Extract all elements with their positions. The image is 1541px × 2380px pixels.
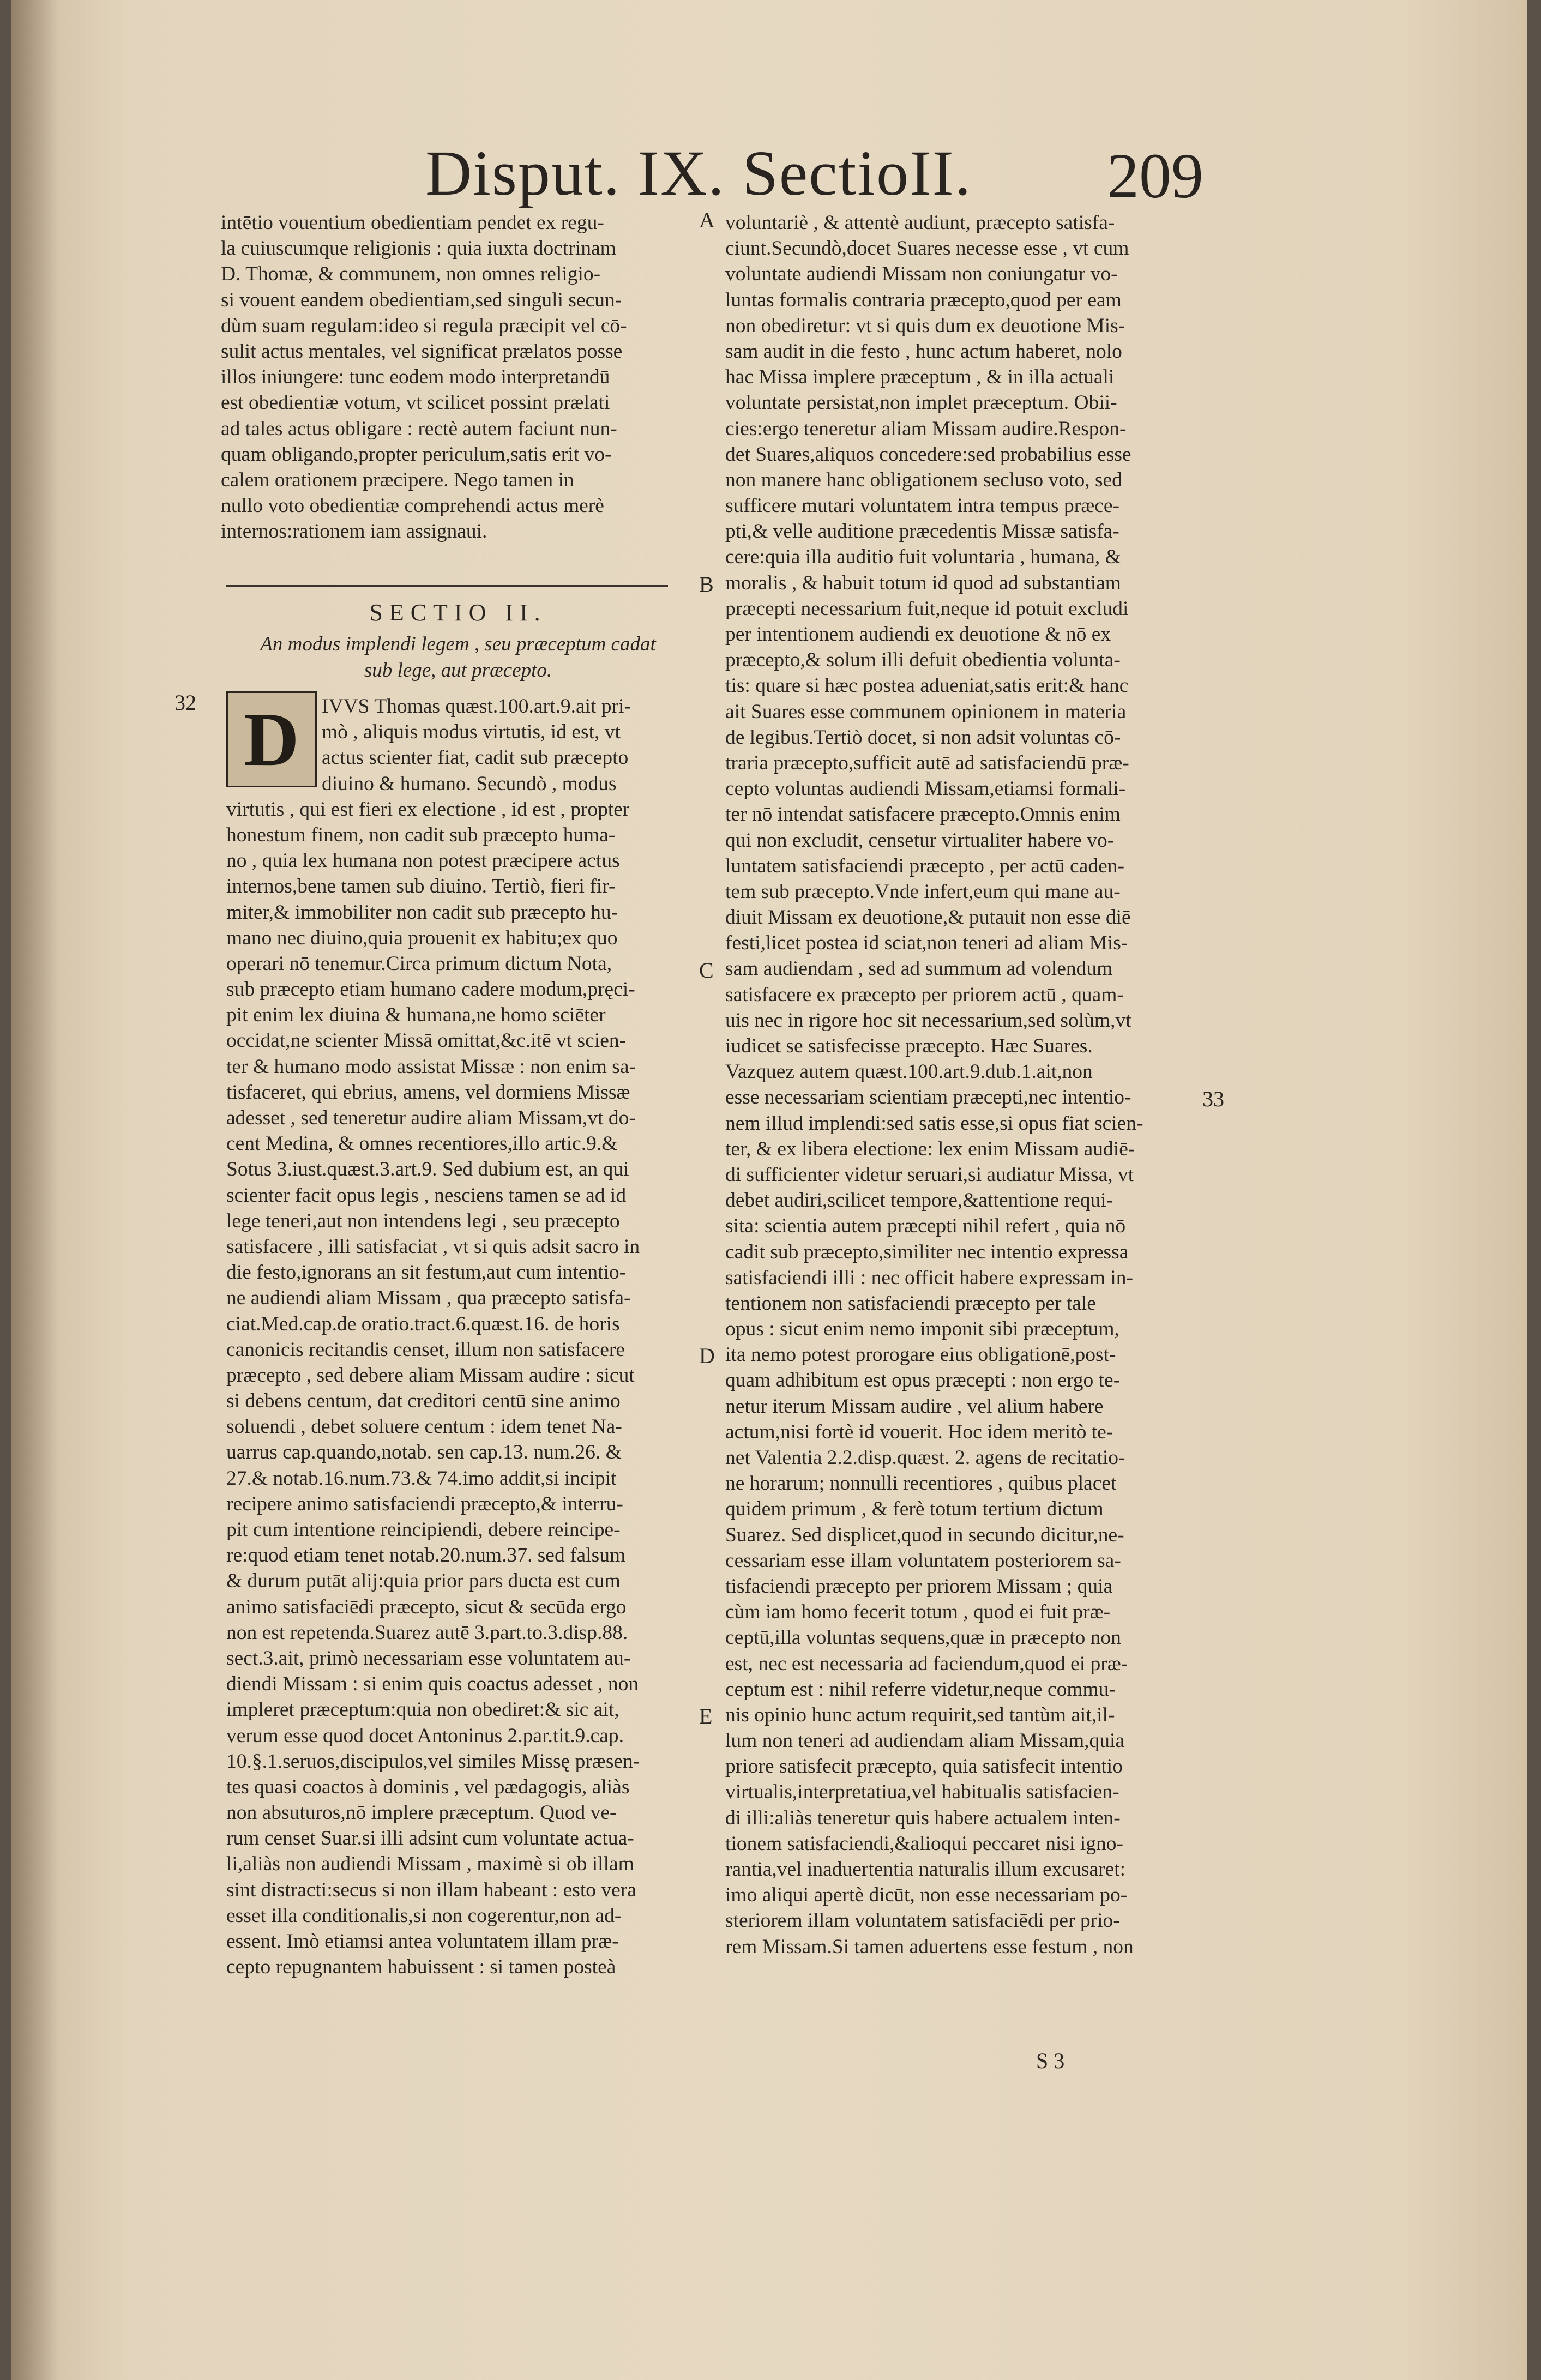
text-line: ne horarum; nonnulli recentiores , quibus placet (725, 1472, 1117, 1495)
text-line: det Suares,aliquos concedere:sed probabilius esse (725, 443, 1131, 466)
text-line: canonicis recitandis censet, illum non satisfacere (226, 1338, 625, 1361)
text-line: la cuiuscumque religionis : quia iuxta doctrinam (221, 237, 616, 260)
text-line: honestum finem, non cadit sub præcepto huma- (226, 823, 616, 846)
text-line: essent. Imò etiamsi antea voluntatem illam præ- (226, 1930, 619, 1953)
text-line: pit enim lex diuina & humana,ne homo sciēter (226, 1004, 606, 1027)
text-line: non manere hanc obligationem secluso voto, sed (725, 468, 1122, 491)
text-line: debet audiri,scilicet tempore,&attentione requi- (725, 1189, 1113, 1212)
right-column (725, 210, 1205, 1960)
text-line: di illi:aliàs teneretur quis habere actualem inten- (725, 1806, 1121, 1829)
text-line: animo satisfaciēdi præcepto, sicut & secūda ergo (226, 1595, 627, 1618)
text-line: & durum putāt alij:quia prior pars ducta est cum (226, 1570, 621, 1593)
text-line: di sufficienter videtur seruari,si audiatur Missa, vt (725, 1163, 1134, 1186)
section-subtitle (240, 631, 676, 684)
text-line: per intentionem audiendi ex deuotione & nō ex (725, 623, 1111, 646)
text-line: uarrus cap.quando,notab. sen cap.13. num.26. & (226, 1441, 622, 1464)
text-line: nem illud implendi:sed satis esse,si opus fiat scien- (725, 1112, 1143, 1135)
text-line: rum censet Suar.si illi adsint cum voluntate actua- (226, 1827, 634, 1850)
text-line: steriorem illam voluntatem satisfaciēdi per prio- (725, 1909, 1120, 1932)
text-line: D. Thomæ, & communem, non omnes religio- (221, 263, 601, 286)
text-line: diuino & humano. Secundò , modus (322, 772, 617, 795)
text-line: IVVS Thomas quæst.100.art.9.ait pri- (322, 695, 631, 718)
text-line: ne audiendi aliam Missam , qua præcepto satisfa- (226, 1287, 631, 1310)
text-line: priore satisfecit præcepto, quia satisfecit intentio (725, 1755, 1123, 1778)
margin-letter-c: C (699, 958, 714, 983)
text-line: sulit actus mentales, vel significat prælatos posse (221, 340, 623, 363)
text-line: illos iniungere: tunc eodem modo interpretandū (221, 366, 610, 389)
margin-number-33: 33 (1202, 1087, 1224, 1111)
section-subtitle-line-2: sub lege, aut præcepto. (364, 659, 552, 682)
text-line: esset illa conditionalis,si non cogerentur,non ad- (226, 1904, 622, 1927)
text-line: ceptum est : nihil referre videtur,neque commu- (725, 1678, 1116, 1701)
text-line: ita nemo potest prorogare eius obligationē,post- (725, 1343, 1116, 1366)
text-line: tisfaceret, qui ebrius, amens, vel dormiens Missæ (226, 1081, 630, 1104)
text-line: li,aliàs non audiendi Missam , maximè si ob illam (226, 1853, 634, 1876)
text-line: diuit Missam ex deuotione,& putauit non esse diē (725, 906, 1131, 929)
text-line: sect.3.ait, primò necessariam esse voluntatem au- (226, 1647, 631, 1670)
text-line: satisfaciendi illi : nec officit habere expressam in- (725, 1266, 1133, 1289)
text-line: pit cum intentione reincipiendi, debere reincipe- (226, 1519, 621, 1541)
text-line: virtutis , qui est fieri ex electione , id est , propter (226, 798, 630, 821)
text-line: ciat.Med.cap.de oratio.tract.6.quæst.16. de horis (226, 1312, 620, 1335)
running-title: Disput. IX. SectioII. (425, 137, 972, 209)
text-line: satisfacere , illi satisfaciat , vt si quis adsit sacro in (226, 1235, 640, 1258)
text-line: ad tales actus obligare : rectè autem faciunt nun- (221, 417, 617, 440)
text-line: quam adhibitum est opus præcepti : non ergo te- (725, 1369, 1121, 1392)
text-line: internos,bene tamen sub diuino. Tertiò, fieri fir- (226, 875, 616, 898)
text-line: dùm suam regulam:ideo si regula præcipit vel cō- (221, 314, 627, 337)
section-subtitle-line-1: An modus implendi legem , seu præceptum cadat (260, 633, 656, 655)
text-line: actum,nisi fortè id vouerit. Hoc idem meritò te- (725, 1420, 1113, 1443)
text-line: tisfaciendi præcepto per priorem Missam ; quia (725, 1575, 1113, 1598)
text-line: 10.§.1.seruos,discipulos,vel similes Missę præsen- (226, 1750, 640, 1773)
text-line: qui non excludit, censetur virtualiter habere vo- (725, 829, 1115, 852)
text-line: voluntate persistat,non implet præceptum. Obii- (725, 391, 1117, 414)
text-line: lum non teneri ad audiendam aliam Missam,quia (725, 1730, 1125, 1752)
margin-number-32: 32 (174, 690, 196, 715)
text-line: si debens centum, dat creditori centū sine animo (226, 1390, 621, 1413)
text-line: occidat,ne scienter Missā omittat,&c.itē vt scien- (226, 1029, 627, 1052)
text-line: cere:quia illa auditio fuit voluntaria , humana, & (725, 546, 1121, 569)
text-line: actus scienter fiat, cadit sub præcepto (322, 746, 629, 769)
text-line: sam audiendam , sed ad summum ad volendum (725, 957, 1113, 980)
text-line: iudicet se satisfecisse præcepto. Hæc Suares. (725, 1035, 1093, 1057)
text-line: non est repetenda.Suarez autē 3.part.to.3.disp.88. (226, 1621, 628, 1644)
text-line: ter nō intendat satisfacere præcepto.Omnis enim (725, 803, 1121, 826)
left-column-top (221, 210, 684, 544)
text-line: nullo voto obedientiæ comprehendi actus merè (221, 495, 604, 517)
text-line: est obedientiæ votum, vt scilicet possint prælati (221, 391, 610, 414)
text-line: esse necessariam scientiam præcepti,nec intentio- (725, 1086, 1131, 1109)
text-line: sufficere mutari voluntatem intra tempus præce- (725, 495, 1120, 517)
margin-letter-a: A (699, 208, 715, 232)
margin-letter-e: E (699, 1704, 713, 1728)
margin-letter-b: B (699, 572, 714, 596)
text-line: verum esse quod docet Antoninus 2.par.tit.9.cap. (226, 1724, 624, 1747)
text-line: cent Medina, & omnes recentiores,illo artic.9.& (226, 1132, 618, 1155)
text-line: re:quod etiam tenet notab.20.num.37. sed falsum (226, 1544, 626, 1567)
text-line: sint distracti:secus si non illam habeant : esto vera (226, 1878, 636, 1901)
text-line: moralis , & habuit totum id quod ad substantiam (725, 571, 1121, 594)
text-line: præcepto,& solum illi defuit obedientia volunta- (725, 649, 1121, 672)
text-line: ter & humano modo assistat Missæ : non enim sa- (226, 1055, 636, 1078)
section-rule (226, 585, 668, 587)
text-line: luntatem satisfaciendi præcepto , per actū caden- (725, 854, 1124, 877)
text-line: satisfacere ex præcepto per priorem actū , quam- (725, 983, 1124, 1006)
text-line: Sotus 3.iust.quæst.3.art.9. Sed dubium est, an qui (226, 1158, 629, 1181)
text-line: imo aliqui apertè dicūt, non esse necessariam po- (725, 1884, 1128, 1907)
text-line: cadit sub præcepto,similiter nec intentio expressa (725, 1240, 1129, 1263)
book-page (11, 0, 1527, 2380)
text-line: hac Missa implere præceptum , & in illa actuali (725, 366, 1115, 389)
text-line: net Valentia 2.2.disp.quæst. 2. agens de recitatio- (725, 1447, 1125, 1469)
text-line: si vouent eandem obedientiam,sed singuli secun- (221, 288, 622, 311)
text-line: internos:rationem iam assignaui. (221, 520, 487, 543)
text-line: mano nec diuino,quia prouenit ex habitu;ex quo (226, 926, 618, 949)
text-line: ter, & ex libera electione: lex enim Missam audiē- (725, 1137, 1135, 1160)
text-line: ait Suares esse communem opinionem in materia (725, 700, 1127, 723)
text-line: Vazquez autem quæst.100.art.9.dub.1.ait,non (725, 1061, 1093, 1083)
text-line: recipere animo satisfaciendi præcepto,& interru- (226, 1492, 623, 1515)
text-line: sita: scientia autem præcepti nihil refert , quia nō (725, 1215, 1126, 1238)
text-line: ciunt.Secundò,docet Suares necesse esse , vt cum (725, 237, 1129, 260)
text-line: rantia,vel inaduertentia naturalis illum excusaret: (725, 1858, 1126, 1881)
text-line: cepto repugnantem habuissent : si tamen posteà (226, 1956, 616, 1979)
page-number: 209 (1107, 140, 1203, 212)
text-line: cùm iam homo fecerit totum , quod ei fuit præ- (725, 1601, 1111, 1624)
text-line: traria præcepto,sufficit autē ad satisfaciendū præ- (725, 751, 1129, 774)
text-line: nis opinio hunc actum requirit,sed tantùm ait,il- (725, 1703, 1115, 1726)
text-line: no , quia lex humana non potest præcipere actus (226, 849, 620, 872)
text-line: sub præcepto etiam humano cadere modum,pręci- (226, 978, 635, 1001)
text-line: non absuturos,nō implere præceptum. Quod ve- (226, 1801, 617, 1824)
text-line: lege teneri,aut non intendens legi , seu præcepto (226, 1209, 620, 1232)
text-line: luntas formalis contraria præcepto,quod per eam (725, 288, 1122, 311)
left-column-body (226, 694, 684, 1980)
text-line: operari nō tenemur.Circa primum dictum Nota, (226, 952, 612, 975)
text-line: præcepto , sed debere aliam Missam audire : sicut (226, 1364, 635, 1387)
text-line: mò , aliquis modus virtutis, id est, vt (322, 721, 621, 744)
text-line: intētio vouentium obedientiam pendet ex regu- (221, 212, 604, 234)
text-line: rem Missam.Si tamen aduertens esse festum , non (725, 1935, 1134, 1958)
text-line: miter,& immobiliter non cadit sub præcepto hu- (226, 901, 618, 924)
text-line: cessariam esse illam voluntatem posteriorem sa- (725, 1549, 1121, 1572)
text-line: tentionem non satisfaciendi præcepto per tale (725, 1292, 1096, 1315)
text-line: voluntate audiendi Missam non coniungatur vo- (725, 263, 1118, 286)
text-line: tem sub præcepto.Vnde infert,eum qui mane au- (725, 880, 1121, 903)
text-line: de legibus.Tertiò docet, si non adsit voluntas cō- (725, 726, 1121, 749)
signature-mark: S 3 (1036, 2048, 1065, 2073)
text-line: tis: quare si hæc postea adueniat,satis erit:& hanc (725, 674, 1129, 697)
text-line: voluntariè , & attentè audiunt, præcepto satisfa- (725, 212, 1115, 234)
text-line: calem orationem præcipere. Nego tamen in (221, 468, 574, 491)
text-line: quidem primum , & ferè totum tertium dictum (725, 1498, 1104, 1521)
text-line: non obediretur: vt si quis dum ex deuotione Mis- (725, 314, 1125, 337)
text-line: uis nec in rigore hoc sit necessarium,sed solùm,vt (725, 1009, 1131, 1032)
text-line: cies:ergo teneretur aliam Missam audire.Respon- (725, 417, 1127, 440)
text-line: est, nec est necessaria ad faciendum,quod ei præ- (725, 1652, 1128, 1675)
text-line: pti,& velle auditione præcedentis Missæ satisfa- (725, 520, 1119, 543)
text-line: die festo,ignorans an sit festum,aut cum intentio- (226, 1261, 627, 1284)
text-line: scienter facit opus legis , nesciens tamen se ad id (226, 1184, 627, 1207)
section-heading: SECTIO II. (369, 599, 547, 626)
text-line: 27.& notab.16.num.73.& 74.imo addit,si incipit (226, 1467, 617, 1490)
text-line: ceptū,illa voluntas sequens,quæ in præcepto non (725, 1626, 1121, 1649)
text-line: tes quasi coactos à dominis , vel pædagogis, aliàs (226, 1775, 630, 1798)
text-line: virtualis,interpretatiua,vel habitualis satisfacien- (725, 1781, 1119, 1804)
text-line: impleret præceptum:quia non obediret:& sic ait, (226, 1698, 619, 1721)
text-line: diendi Missam : si enim quis coactus adesset , non (226, 1673, 639, 1696)
text-line: cepto voluntas audiendi Missam,etiamsi formali- (725, 778, 1126, 800)
text-line: Suarez. Sed displicet,quod in secundo dicitur,ne- (725, 1523, 1124, 1546)
margin-letter-d: D (699, 1343, 715, 1368)
text-line: festi,licet postea id sciat,non teneri ad aliam Mis- (725, 932, 1128, 955)
decorated-initial: D (226, 691, 317, 787)
text-line: adesset , sed teneretur audire aliam Missam,vt do- (226, 1107, 636, 1129)
text-line: quam obligando,propter periculum,satis erit vo- (221, 443, 612, 466)
text-line: tionem satisfaciendi,&alioqui peccaret nisi igno- (725, 1832, 1123, 1855)
text-line: netur iterum Missam audire , vel alium habere (725, 1395, 1104, 1418)
text-line: sam audit in die festo , hunc actum haberet, nolo (725, 340, 1122, 363)
text-line: præcepti necessarium fuit,neque id potuit excludi (725, 597, 1129, 620)
text-line: opus : sicut enim nemo imponit sibi præceptum, (725, 1318, 1119, 1341)
text-line: soluendi , debet soluere centum : idem tenet Na- (226, 1415, 622, 1438)
